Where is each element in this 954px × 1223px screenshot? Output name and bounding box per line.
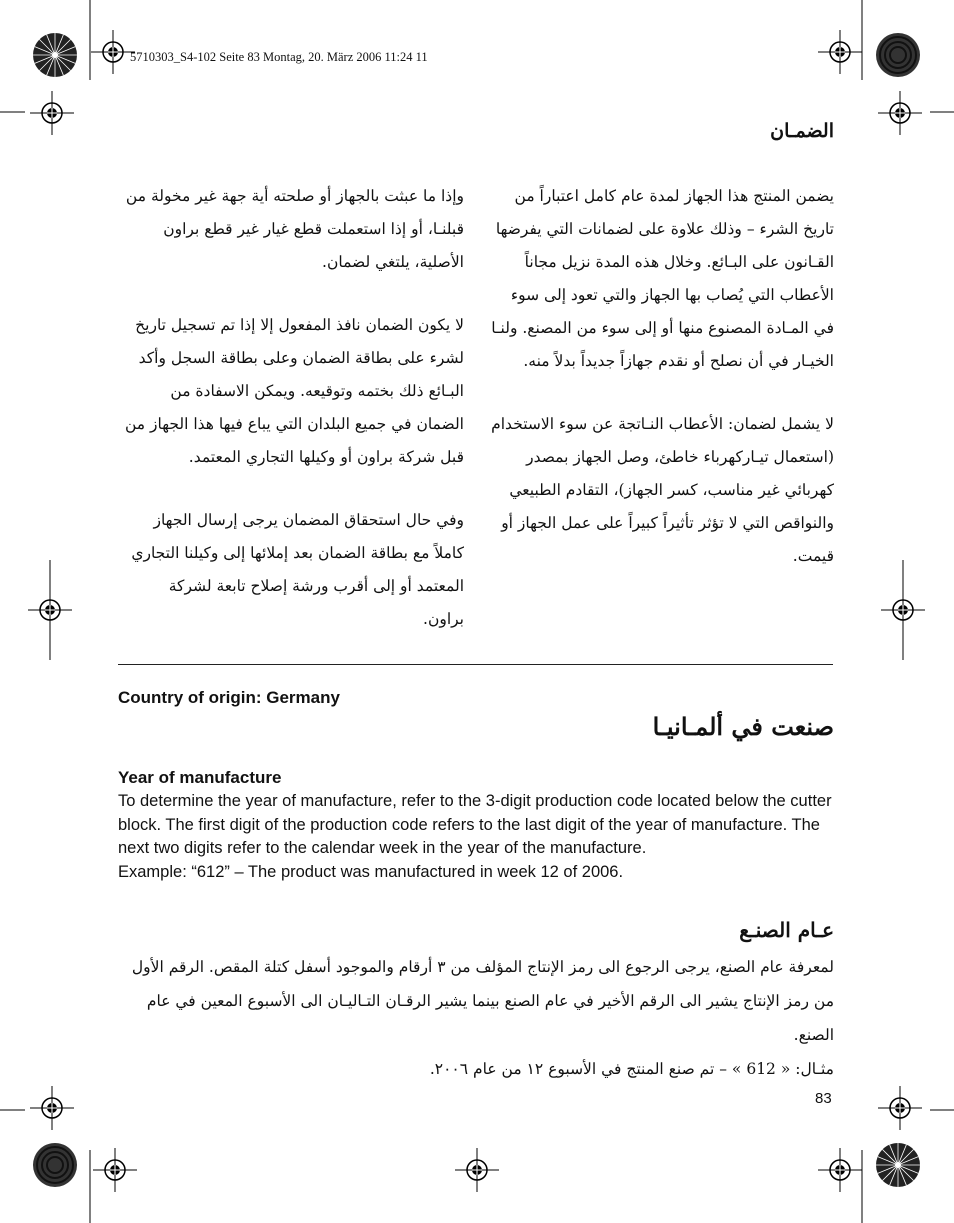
guarantee-paragraph: لا يكون الضمان نافذ المفعول إلا إذا تم تسجيل تاريخ لشرء على بطاقة الضمان وعلى بطاقة السجل وأكد البـائع ذلك بختمه وتوقيعه. ويمكن الاسفادة من الضمان في جميع البلدان التي يباع فيها هذا الجهاز من قبل شركة براون أو وكيلها التجاري المعتمد.: [125, 316, 464, 466]
guarantee-title: الضمـان: [770, 120, 834, 142]
section-divider: [118, 664, 833, 665]
guarantee-paragraph: يضمن المنتج هذا الجهاز لمدة عام كامل اعتباراً من تاريخ الشرء – وذلك علاوة على لضمانات التي يفرضها القـانون على البـائع. وخلال هذه المدة نزيل مجاناً الأعطاب التي يُصاب بها الجهاز والتي تعود إلى سوء في المـادة المصنوع منها أو إلى سوء من المصنع. ولنـا الخيـار في أن نصلح أو نقدم جهازاً جديداً بدلاً منه.: [491, 187, 834, 370]
year-of-manufacture-heading-ar: عـام الصنـع: [739, 918, 834, 942]
year-of-manufacture-example-ar: مثـال: « 612 » – تم صنع المنتج في الأسبوع ١٢ من عام ٢٠٠٦.: [429, 1060, 834, 1078]
year-of-manufacture-heading: Year of manufacture: [118, 768, 282, 787]
year-of-manufacture-body: [118, 790, 834, 884]
country-of-origin-en: Country of origin: Germany: [118, 688, 340, 707]
year-of-manufacture-paragraph-ar: لمعرفة عام الصنع، يرجى الرجوع الى رمز الإنتاج المؤلف من ٣ أرقام والموجود أسفل كتلة المقص. الرقم الأول من رمز الإنتاج يشير الى الرقم الأخير في عام الصنع بينما يشير الرقـان التـاليـان الى الأسبوع المعين في عام الصنع.: [131, 958, 834, 1044]
guarantee-right-column: [488, 180, 834, 603]
guarantee-paragraph: وإذا ما عبثت بالجهاز أو صلحته أية جهة غير مخولة من قبلنـا، أو إذا استعملت قطع غيار غير قطع براون الأصلية، يلتغي لضمان.: [125, 187, 464, 271]
year-of-manufacture-paragraph: To determine the year of manufacture, refer to the 3-digit production code located below the cutter block. The first digit of the production code refers to the last digit of the year of manufacture. The next two digits refer to the calendar week in the year of the manufacture.: [118, 792, 832, 858]
year-of-manufacture-example: Example: “612” – The product was manufactured in week 12 of 2006.: [118, 862, 624, 881]
year-of-manufacture-body-ar: [118, 950, 834, 1086]
country-of-origin-ar: صنعت في ألمـانيـا: [652, 712, 834, 741]
print-info-header: 5710303_S4-102 Seite 83 Montag, 20. März 2006 11:24 11: [130, 50, 428, 64]
page-number: 83: [815, 1090, 832, 1107]
guarantee-left-column: [124, 180, 464, 666]
guarantee-paragraph: لا يشمل لضمان: الأعطاب النـاتجة عن سوء الاستخدام (استعمال تيـاركهرباء خاطئ، وصل الجهاز بمصدر كهربائي غير مناسب، كسر الجهاز)، التقادم الطبيعي والنواقص التي لا تؤثر تأثيراً كبيراً على عمل الجهاز أو قيمت.: [491, 415, 834, 565]
guarantee-paragraph: وفي حال استحقاق المضمان يرجى إرسال الجهاز كاملاً مع بطاقة الضمان بعد إملائها إلى وكيلنا التجاري المعتمد أو إلى أقرب ورشة إصلاح تابعة لشركة براون.: [131, 511, 464, 628]
